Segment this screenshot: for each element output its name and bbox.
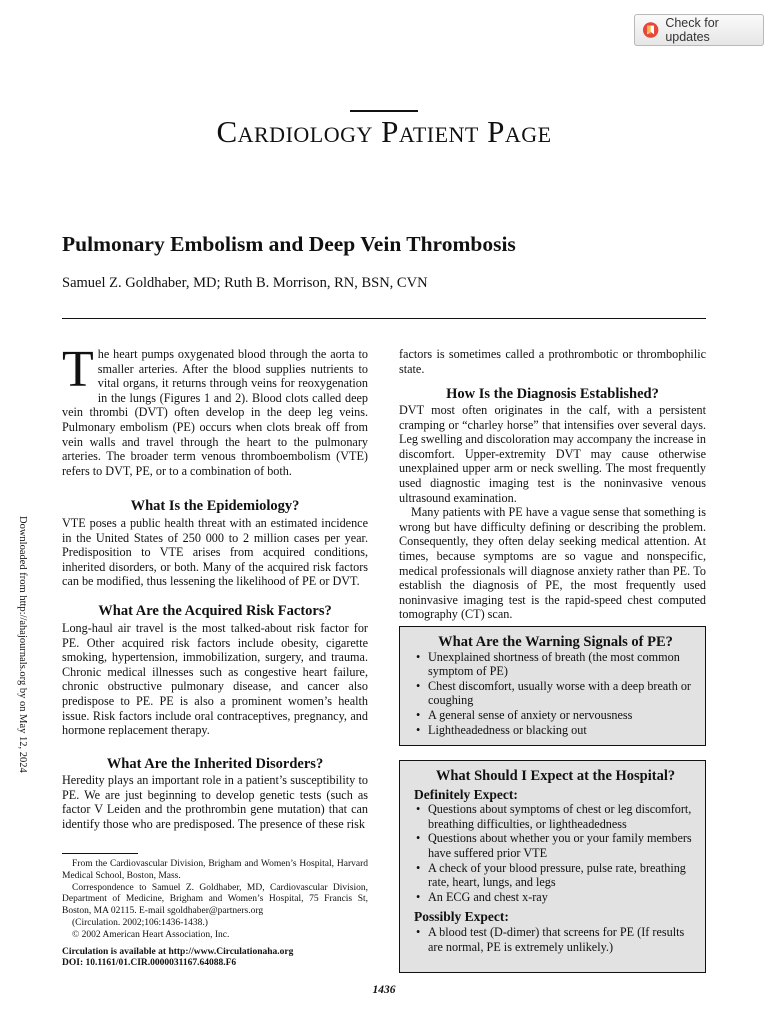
crossmark-icon	[642, 21, 659, 39]
acquired-risk-heading: What Are the Acquired Risk Factors?	[98, 603, 332, 619]
warning-signals-box	[399, 626, 706, 746]
download-note: Downloaded from http://ahajournals.org by on May 12, 2024	[17, 516, 28, 773]
epidemiology-text: VTE poses a public health threat with an estimated incidence in the United States of 250 000 to 2 million cases per year. Predisposition to VTE arises from acquired conditions, inherited disorders, or both. Many of the acquired risk factors can be modified, thus lessening the likelihood of PE or DVT.	[62, 516, 368, 589]
header-rule	[350, 110, 418, 112]
diagnosis-para-2: Many patients with PE have a vague sense that something is wrong but have difficulty defining or describing the problem. Consequently, they often delay seeking medical attention. At times, because symptoms are so vague and nonspecific, medical professionals will diagnose anxiety rather than PE. To establish the diagnosis of PE, the most frequently used noninvasive imaging test is the rapid-speed chest computed tomography (CT) scan.	[399, 505, 706, 622]
copyright-note: © 2002 American Heart Association, Inc.	[72, 929, 230, 940]
inherited-section	[62, 773, 368, 831]
inherited-continued-text: factors is sometimes called a prothrombotic or thrombophilic state.	[399, 347, 706, 376]
definitely-item: • Questions about whether you or your family members have suffered prior VTE	[414, 831, 697, 860]
doi-note: DOI: 10.1161/01.CIR.0000031167.64088.F6	[62, 958, 237, 969]
diagnosis-heading: How Is the Diagnosis Established?	[446, 386, 659, 402]
epidemiology-heading: What Is the Epidemiology?	[130, 498, 300, 514]
possibly-expect-heading: Possibly Expect:	[414, 909, 509, 925]
check-for-updates-button[interactable]	[634, 14, 764, 46]
title-rule	[62, 318, 706, 319]
diagnosis-para-1: DVT most often originates in the calf, with a persistent cramping or “charley horse” that intensifies over several days. Leg swelling and discoloration may accompany the increase in discomfort. Upper-extremity DVT may cause otherwise unexplained upper arm or neck swelling. The most frequently used diagnostic imaging test is the noninvasive venous ultrasound examination.	[399, 403, 706, 505]
warning-list	[414, 650, 697, 738]
article-title: Pulmonary Embolism and Deep Vein Thrombosis	[62, 232, 516, 256]
warning-item: • Chest discomfort, usually worse with a deep breath or coughing	[414, 679, 697, 708]
warning-item: • Unexplained shortness of breath (the most common symptom of PE)	[414, 650, 697, 679]
correspondence-note: Correspondence to Samuel Z. Goldhaber, MD, Cardiovascular Division, Department of Medicine, Brigham and Women’s Hospital, 75 Francis St, Boston, MA 02115. E-mail sgoldhaber@partners.org	[62, 882, 368, 917]
intro-text: he heart pumps oxygenated blood through the aorta to smaller arteries. After the blood supplies nutrients to vital organs, it returns through veins for reoxygenation in the lungs (Figures 1 and 2). Blood clots called deep vein thrombi (DVT) often develop in the deep leg veins. Pulmonary embolism (PE) occurs when clots break off from vein walls and travel through the heart to the pulmonary arteries. The broader term venous thromboembolism (VTE) refers to DVT, PE, or to a combination of both.	[62, 347, 368, 478]
footnote-rule	[62, 853, 138, 854]
warning-box-title: What Are the Warning Signals of PE?	[438, 634, 673, 650]
definitely-item: • A check of your blood pressure, pulse rate, breathing rate, heart, lungs, and legs	[414, 861, 697, 890]
definitely-item: • An ECG and chest x-ray	[414, 890, 697, 905]
warning-item: • A general sense of anxiety or nervousness	[414, 708, 697, 723]
affiliation-note: From the Cardiovascular Division, Brigham and Women’s Hospital, Harvard Medical School, Boston, Mass.	[62, 859, 368, 881]
definitely-item: • Questions about symptoms of chest or leg discomfort, breathing difficulties, or lightheadedness	[414, 802, 697, 831]
check-for-updates-label: Check for updates	[665, 16, 719, 44]
warning-item: • Lightheadedness or blacking out	[414, 723, 697, 738]
acquired-risk-section	[62, 621, 368, 738]
section-title: Cardiology Patient Page	[216, 114, 552, 149]
acquired-risk-text: Long-haul air travel is the most talked-about risk factor for PE. Other acquired risk factors include obesity, cigarette smoking, hypertension, immobilization, surgery, and trauma. Chronic medical illnesses such as congestive heart failure, chronic obstructive pulmonary disease, and cancer also predispose to PE. PE is also a prominent women’s health issue. Risk factors include oral contraceptives, pregnancy, and hormone replacement therapy.	[62, 621, 368, 738]
inherited-text: Heredity plays an important role in a patient’s susceptibility to PE. We are just beginning to develop genetic tests (such as factor V Leiden and the prothrombin gene mutation) that can identify those who are predisposed. The presence of these risk	[62, 773, 368, 831]
possibly-item: • A blood test (D-dimer) that screens for PE (If results are normal, PE is extremely unlikely.)	[414, 925, 697, 954]
definitely-expect-heading: Definitely Expect:	[414, 786, 518, 802]
intro-paragraph	[62, 341, 368, 478]
drop-cap: T	[62, 341, 94, 398]
epidemiology-section	[62, 516, 368, 589]
hospital-box-title: What Should I Expect at the Hospital?	[435, 768, 676, 784]
definitely-list	[414, 802, 697, 904]
page-number: 1436	[372, 984, 396, 996]
footnotes	[62, 859, 368, 970]
availability-note: Circulation is available at http://www.Circulationaha.org	[62, 946, 294, 957]
author-list: Samuel Z. Goldhaber, MD; Ruth B. Morrison, RN, BSN, CVN	[62, 275, 428, 291]
inherited-continued	[399, 347, 706, 376]
diagnosis-section	[399, 403, 706, 622]
hospital-box	[399, 760, 706, 973]
citation-note: (Circulation. 2002;106:1436-1438.)	[72, 917, 208, 928]
possibly-list	[414, 925, 697, 954]
inherited-heading: What Are the Inherited Disorders?	[106, 756, 324, 772]
